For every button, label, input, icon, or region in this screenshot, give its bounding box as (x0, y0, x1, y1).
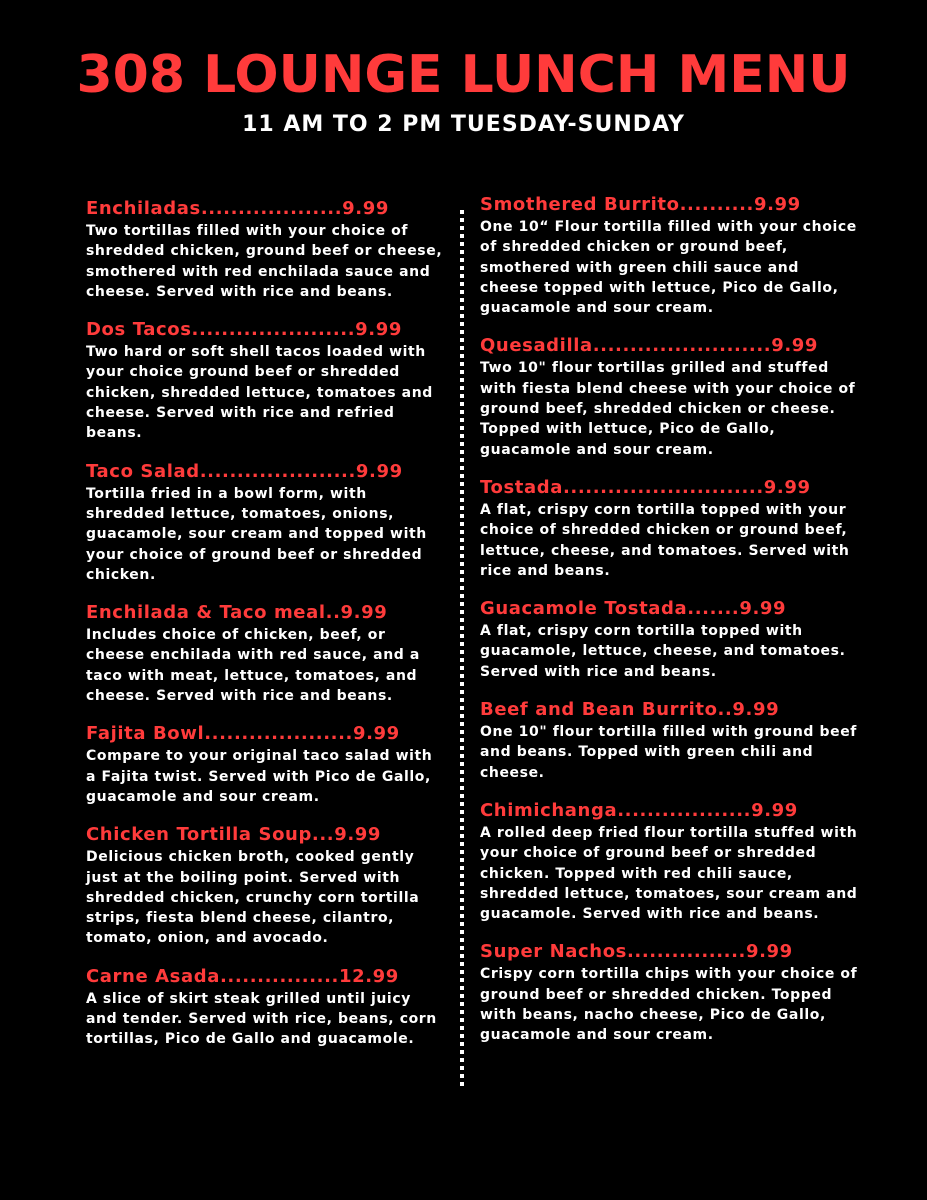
menu-item-description: Two tortillas filled with your choice of shredded chicken, ground beef or cheese, smothered with red enchilada sauce and cheese. Served with rice and beans. (86, 223, 443, 300)
menu-item-title: Carne Asada................12.99 (86, 965, 399, 987)
menu-item-description: Includes choice of chicken, beef, or cheese enchilada with red sauce, and a taco with meat, lettuce, tomatoes, and cheese. Served with rice and beans. (86, 627, 420, 705)
menu-item-title: Dos Tacos......................9.99 (86, 319, 402, 341)
menu-item-description: A flat, crispy corn tortilla topped with your choice of shredded chicken or ground beef, lettuce, cheese, and tomatoes. Served with rice and beans. (480, 501, 850, 579)
menu-item-fajita-bowl (86, 722, 446, 807)
menu-column-right (480, 193, 860, 1062)
menu-item-description: Two 10" flour tortillas grilled and stuffed with fiesta blend cheese with your choice of ground beef, shredded chicken or cheese. Topped with lettuce, Pico de Gallo, guacamole and sour cream. (480, 360, 856, 458)
menu-item-carne-asada (86, 965, 446, 1050)
menu-item-description: Tortilla fried in a bowl form, with shredded lettuce, tomatoes, onions, guacamole, sour cream and topped with your choice of ground beef or shredded chicken. (86, 485, 427, 583)
menu-item-enchilada-taco-meal (86, 601, 446, 706)
column-divider (460, 210, 464, 1090)
menu-item-super-nachos (480, 940, 860, 1045)
menu-item-tostada (480, 476, 860, 581)
menu-item-title: Fajita Bowl....................9.99 (86, 723, 400, 745)
menu-item-title: Enchilada & Taco meal..9.99 (86, 602, 388, 624)
page-title: 308 LOUNGE LUNCH MENU (76, 45, 851, 105)
menu-item-description: A flat, crispy corn tortilla topped with guacamole, lettuce, cheese, and tomatoes. Served with rice and beans. (480, 623, 846, 680)
menu-item-description: One 10“ Flour tortilla filled with your choice of shredded chicken or ground beef, smothered with green chili sauce and cheese topped with lettuce, Pico de Gallo, guacamole and sour cream. (480, 219, 857, 317)
menu-item-description: Two hard or soft shell tacos loaded with your choice ground beef or shredded chicken, shredded lettuce, tomatoes and cheese. Served with rice and refried beans. (86, 344, 433, 442)
menu-item-chicken-tortilla-soup (86, 823, 446, 948)
menu-item-title: Smothered Burrito..........9.99 (480, 194, 801, 215)
menu-item-guacamole-tostada (480, 597, 860, 682)
menu-item-description: Delicious chicken broth, cooked gently just at the boiling point. Served with shredded chicken, crunchy corn tortilla strips, fiesta blend cheese, cilantro, tomato, onion, and avocado. (86, 849, 420, 947)
menu-item-chimichanga (480, 799, 860, 924)
menu-column-left (86, 197, 446, 1066)
menu-item-quesadilla (480, 334, 860, 459)
menu-item-description: A rolled deep fried flour tortilla stuffed with your choice of ground beef or shredded chicken. Topped with red chili sauce, shredded lettuce, tomatoes, sour cream and guacamole. Served with rice and beans. (480, 824, 858, 923)
menu-item-title: Guacamole Tostada.......9.99 (480, 598, 787, 620)
menu-item-enchiladas (86, 197, 446, 302)
menu-item-title: Super Nachos................9.99 (480, 941, 793, 963)
menu-item-title: Chimichanga..................9.99 (480, 799, 798, 821)
menu-item-description: A slice of skirt steak grilled until juicy and tender. Served with rice, beans, corn tortillas, Pico de Gallo and guacamole. (86, 990, 437, 1048)
menu-item-description: One 10" flour tortilla filled with ground beef and beans. Topped with green chili and cheese. (480, 724, 857, 781)
hours-subtitle: 11 AM TO 2 PM TUESDAY-SUNDAY (242, 112, 685, 137)
menu-item-title: Enchiladas...................9.99 (86, 198, 389, 219)
menu-item-title: Quesadilla........................9.99 (480, 335, 819, 357)
menu-item-title: Beef and Bean Burrito..9.99 (480, 699, 780, 721)
menu-item-description: Compare to your original taco salad with a Fajita twist. Served with Pico de Gallo, guacamole and sour cream. (86, 748, 433, 805)
menu-item-dos-tacos (86, 318, 446, 443)
menu-item-beef-bean-burrito (480, 698, 860, 783)
menu-item-title: Taco Salad.....................9.99 (86, 460, 403, 482)
menu-item-description: Crispy corn tortilla chips with your choice of ground beef or shredded chicken. Topped with beans, nacho cheese, Pico de Gallo, guacamole and sour cream. (480, 966, 858, 1044)
menu-item-smothered-burrito (480, 193, 860, 318)
menu-item-title: Tostada...........................9.99 (480, 476, 811, 498)
menu-item-taco-salad (86, 460, 446, 585)
menu-item-title: Chicken Tortilla Soup...9.99 (86, 824, 382, 846)
